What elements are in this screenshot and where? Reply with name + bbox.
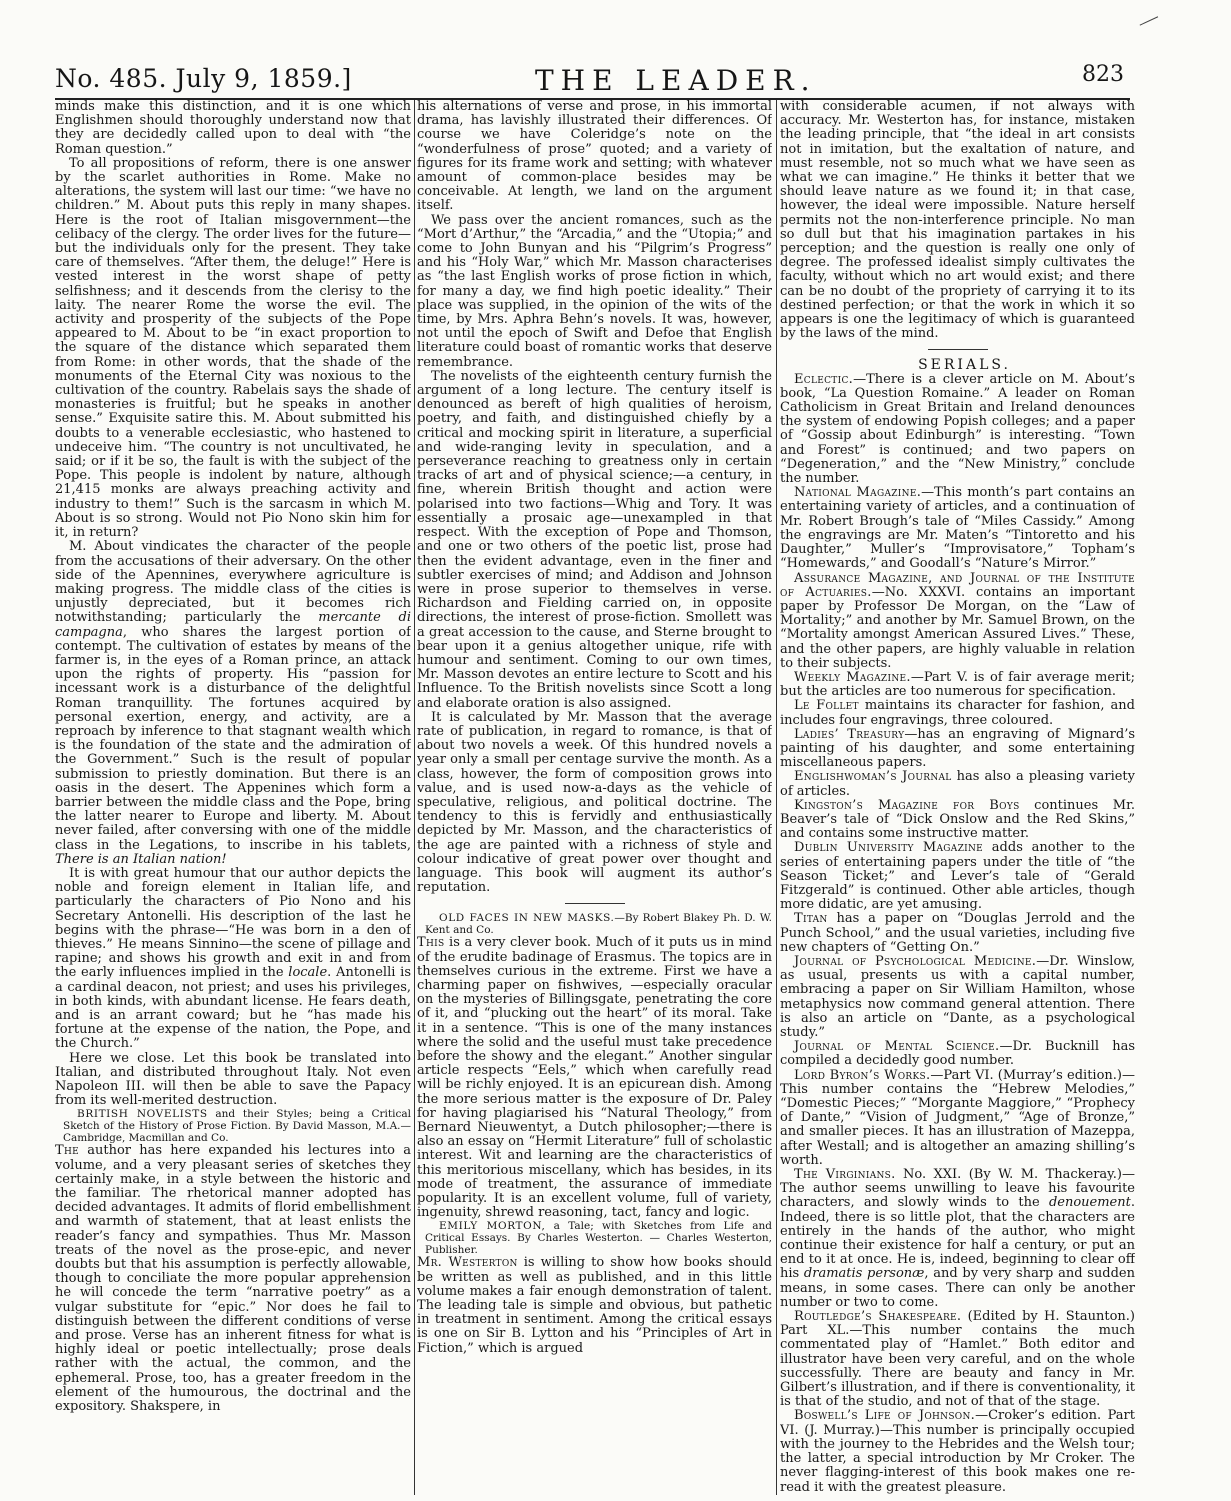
masthead-title: THE LEADER. <box>535 64 817 97</box>
review-heading: BRITISH NOVELISTS and their Styles; being a Critical Sketch of the History of Prose Fiction. By David Masson, M.A.—Cambridge, Macmillan and Co. <box>63 1108 411 1145</box>
section-rule <box>565 903 625 904</box>
serial-item: Le Follet maintains its character for fashion, and includes four engravings, three coloured. <box>780 698 1135 728</box>
paragraph: his alternations of verse and prose, in his immortal drama, has lavishly illustrated their differences. Of course we have Coleridge’s note on the “wonderfulness of prose” quoted; and a variety of figures for its frame work and setting; with whatever amount of common-place besides may be conceivable. At length, we land on the argument itself. <box>417 100 772 214</box>
serial-item: Titan has a paper on “Douglas Jerrold and the Punch School,” and the usual varieties, including five new chapters of “Getting On.” <box>780 911 1135 955</box>
serial-item: Assurance Magazine, and Journal of the Institute of Actuaries.—No. XXXVI. contains an important paper by Professor De Morgan, on the “Law of Mortality;” and another by Mr. Samuel Brown, on the “Mortality amongst American Assured Lives.” These, and the other papers, are highly valuable in relation to their subjects. <box>780 570 1135 671</box>
serial-item: Lord Byron’s Works.—Part VI. (Murray’s edition.)—This number contains the “Hebrew Melodies,” “Domestic Pieces;” “Morgante Maggiore,” “Prophecy of Dante,” “Vision of Judgment,” “Age of Bronze,” and smaller pieces. It has an illustration of Mazeppa, after Westall; and is altogether an amazing shilling’s worth. <box>780 1067 1135 1168</box>
serial-item: Kingston’s Magazine for Boys continues Mr. Beaver’s tale of “Dick Onslow and the Red Skins,” and contains some instructive matter. <box>780 797 1135 842</box>
paragraph: It is with great humour that our author depicts the noble and foreign element in Italian life, and particularly the characters of Pio Nono and his Secretary Antonelli. His description of the last he begins with the phrase—“He was born in a den of thieves.” He means Sinnino—the scene of pillage and rapine; and shows his growth and exit in and from the early influences implied in the locale. Antonelli is a cardinal deacon, not priest; and uses his privileges, in both kinds, with abundant license. He fears death, and is an arrant coward; but he “has made his fortune at the expense of the nation, the Pope, and the Church.” <box>55 865 411 1052</box>
paragraph: This is a very clever book. Much of it puts us in mind of the erudite badinage of Erasmus. The topics are in themselves curious in the extreme. First we have a charming paper on fishwives, —especially oracular on the mysteries of Billingsgate, penetrating the core of it, and “plucking out the heart” of its moral. Take it in a sentence. “This is one of the many instances where the solid and the useful must take precedence before the showy and the elegant.” Another singular article respects “Eels,” which when carefully read will be richly enjoyed. It is an epicurean dish. Among the more serious matter is the exposure of Dr. Paley for having plagiarised his “Natural Theology,” from Bernard Nieuwentyt, a Dutch philosopher;—there is also an essay on “Hermit Literature” full of scholastic interest. Wit and learning are the characteristics of this meritorious miscellany, which has besides, in its mode of treatment, the assurance of immediate popularity. It is an excellent volume, full of variety, ingenuity, shrewd reasoning, tact, fancy and logic. <box>417 935 772 1221</box>
page-header <box>55 58 1130 100</box>
paragraph: Mr. Westerton is willing to show how books should be written as well as published, and in this little volume makes a fair enough demonstration of talent. The leading tale is simple and obvious, but pathetic in treatment in sentiment. Among the critical essays is one on Sir B. Lytton and his “Principles of Art in Fiction,” which is argued <box>417 1255 772 1356</box>
paragraph: To all propositions of reform, there is one answer by the scarlet authorities in Rome. Make no alterations, the system will last our time: “we have no children.” M. About puts this reply in many shapes. Here is the root of Italian misgovernment—the celibacy of the clergy. The order lives for the future—but the individuals only for the present. They take care of themselves. “After them, the deluge!” Here is vested interest in the worst shape of petty selfishness; and it descends from the clerisy to the laity. The nearer Rome the worse the evil. The activity and prosperity of the subjects of the Pope appeared to M. About to be “in exact proportion to the square of the distance which separated them from Rome: in other words, that the shade of the monuments of the Eternal City was noxious to the cultivation of the country. Rabelais says the shade of monasteries is fruitful; but he speaks in another sense.” Exquisite satire this. M. About submitted his doubts to a venerable ecclesiastic, who hastened to undeceive him. “The country is not uncultivated, he said; or if it be so, the fault is with the subject of the Pope. This people is indolent by nature, although 21,415 monks are always preaching activity and industry to them!” Such is the sarcasm in which M. About is so strong. Would not Pio Nono skin him for it, in return? <box>55 155 411 541</box>
serial-item: Journal of Mental Science.—Dr. Bucknill has compiled a decidedly good number. <box>780 1039 1135 1069</box>
corner-flourish <box>1140 16 1163 34</box>
paragraph: Here we close. Let this book be translated into Italian, and distributed throughout Italy. Not even Napoleon III. will then be able to save the Papacy from its well-merited destruction. <box>55 1050 411 1109</box>
serial-item: Boswell’s Life of Johnson.—Croker’s edition. Part VI. (J. Murray.)—This number is principally occupied with the journey to the Hebrides and the Welsh tour; the latter, a special introduction by Mr Croker. The never flagging-interest of this book makes one re-read it with the greatest pleasure. <box>780 1408 1135 1495</box>
serial-item: Journal of Psychological Medicine.—Dr. Winslow, as usual, presents us with a capital number, embracing a paper on Sir William Hamilton, whose metaphysics now command general attention. There is also an article on “Dante, as a psychological study.” <box>780 953 1135 1040</box>
serial-item: The Virginians. No. XXI. (By W. M. Thackeray.)—The author seems unwilling to leave his favourite characters, and slowly winds to the denouement. Indeed, there is so little plot, that the characters are entirely in the hands of the author, who might continue their existence for half a century, or put an end to it at once. He is, indeed, beginning to clear off his dramatis personæ, and by very sharp and sudden means, in some cases. There can only be another number or two to come. <box>780 1167 1135 1310</box>
serial-item: Weekly Magazine.—Part V. is of fair average merit; but the articles are too numerous for specification. <box>780 669 1135 700</box>
column-1 <box>55 100 411 1495</box>
paragraph: The novelists of the eighteenth century furnish the argument of a long lecture. The century itself is denounced as bereft of high qualities of heroism, poetry, and faith, and distinguished chiefly by a critical and mocking spirit in literature, a superficial and wide-ranging levity in speculation, and a perseverance reaching to greatness only in certain tracks of art and of physical science;—a century, in fine, wherein British thought and action were polarised into two factions—Whig and Tory. It was essentially a prosaic age—unexampled in that respect. With the exception of Pope and Thomson, and one or two others of the poetic list, prose had then the evident advantage, even in the finer and subtler exercises of mind; and Addison and Johnson were in prose superior to themselves in verse. Richardson and Fielding carried on, in opposite directions, the interest of prose-fiction. Smollett was a great accession to the cause, and Sterne brought to bear upon it a genius altogether unique, rife with humour and sentiment. Coming to our own times, Mr. Masson devotes an entire lecture to Scott and his Influence. To the British novelists since Scott a long and elaborate oration is also assigned. <box>417 368 772 711</box>
review-heading: OLD FACES IN NEW MASKS.—By Robert Blakey Ph. D. W. Kent and Co. <box>425 912 772 937</box>
paragraph: It is calculated by Mr. Masson that the average rate of publication, in regard to romance, is that of about two novels a week. Of this hundred novels a year only a small per centage survive the month. As a class, however, the form of composition grows into value, and is used now-a-days as the vehicle of speculative, religious, and political doctrine. The tendency to this is fervidly and enthusiastically depicted by Mr. Masson, and the characteristics of the age are painted with a richness of style and colour indicative of great power over thought and language. This book will augment its author’s reputation. <box>417 709 772 896</box>
serial-item: Routledge’s Shakespeare. (Edited by H. Staunton.) Part XL.—This number contains the much commentated play of “Hamlet.” Both editor and illustrator have been very careful, and on the whole successfully. There are beauty and fancy in Mr. Gilbert’s illustration, and if there is conventionality, it is that of the studio, and not of that of the stage. <box>780 1309 1135 1410</box>
issue-date: No. 485. July 9, 1859.] <box>55 64 352 93</box>
paragraph: minds make this distinction, and it is one which Englishmen should thoroughly understand now that they are decidedly called upon to deal with “the Roman question.” <box>55 100 411 157</box>
serial-item: Ladies’ Treasury—has an engraving of Mignard’s painting of his daughter, and some entertaining miscellaneous papers. <box>780 726 1135 771</box>
column-2 <box>417 100 772 1495</box>
paragraph: with considerable acumen, if not always with accuracy. Mr. Westerton has, for instance, mistaken the leading principle, that “the ideal in art consists not in imitation, but the exaltation of nature, and must resemble, not so much what we have seen as what we can imagine.” He thinks it better that we should leave nature as we found it; in that case, however, the ideal were impossible. Nature herself permits not the non-interference principle. No man so dull but that his imagination partakes in his perception; and the question is really one only of degree. The professed idealist simply cultivates the faculty, without which no art would exist; and there can be no doubt of the propriety of carrying it to its destined perfection; or that the work in which it so appears is one the legitimacy of which is guaranteed by the laws of the mind. <box>780 100 1135 342</box>
serial-item: Dublin University Magazine adds another to the series of entertaining papers under the title of “the Season Ticket;” and Lever’s tale of “Gerald Fitzgerald” is continued. Other able articles, though more didatic, are yet amusing. <box>780 840 1135 913</box>
column-rule <box>414 100 415 1495</box>
paragraph: We pass over the ancient romances, such as the “Mort d’Arthur,” the “Arcadia,” and the “Utopia;” and come to John Bunyan and his “Pilgrim’s Progress” and his “Holy War,” which Mr. Masson characterises as “the last English works of prose fiction in which, for many a day, we find high poetic ideality.” Their place was supplied, in the opinion of the wits of the time, by Mrs. Aphra Behn’s novels. It was, however, not until the epoch of Swift and Defoe that English literature could boast of romantic works that deserve remembrance. <box>417 212 772 370</box>
column-rule <box>776 100 777 1495</box>
paragraph: M. About vindicates the character of the people from the accusations of their adversary. On the other side of the Apennines, everywhere agriculture is making progress. The middle class of the cities is unjustly depreciated, but it becomes rich notwithstanding; particularly the mercante di campagna, who shares the largest portion of contempt. The cultivation of estates by means of the farmer is, in the eyes of a Roman prince, an attack upon the rights of property. His “passion for incessant work is a disturbance of the delightful Roman tranquillity. The fortunes acquired by personal exertion, energy, and activity, are a reproach by inference to that stagnant wealth which is the foundation of the state and the admiration of the Government.” Such is the result of popular submission to priestly domination. But there is an oasis in the desert. The Appenines which form a barrier between the middle class and the Pope, bring the latter nearer to Europe and liberty. M. About never failed, after conversing with one of the middle class in the Legations, to inscribe in his tablets, There is an Italian nation! <box>55 539 411 867</box>
page-number: 823 <box>1082 62 1124 87</box>
paragraph: The author has here expanded his lectures into a volume, and a very pleasant series of sketches they certainly make, in a style between the historic and the familiar. The rhetorical manner adopted has decided advantages. It admits of florid embellishment and warmth of statement, that at least enlists the reader’s fancy and sympathies. Thus Mr. Masson treats of the novel as the prose-epic, and never doubts but that his assumption is perfectly allowable, though to conciliate the more popular apprehension he will concede the term “narrative poetry” as a vulgar substitute for “epic.” Nor does he fail to distinguish between the different conditions of verse and prose. Verse has an inherent fitness for what is highly ideal or poetic intellectually; prose deals rather with the actual, the common, and the ephemeral. Prose, too, has a greater freedom in the element of the humourous, the doctrinal and the expository. Shakspere, in <box>55 1143 411 1415</box>
column-3 <box>780 100 1135 1495</box>
serial-item: Englishwoman’s Journal has also a pleasing variety of articles. <box>780 769 1135 799</box>
review-heading: EMILY MORTON, a Tale; with Sketches from Life and Critical Essays. By Charles Westerton. — Charles Westerton, Publisher. <box>425 1220 772 1257</box>
section-rule <box>928 349 988 350</box>
serial-item: Eclectic.—There is a clever article on M. About’s book, “La Question Romaine.” A leader on Roman Catholicism in Great Britain and Ireland denounces the system of endowing Popish colleges; and a paper of “Gossip about Edinburgh” is interesting. “Town and Forest” is continued; and two papers on “Degeneration,” and the “New Ministry,” conclude the number. <box>780 371 1135 487</box>
serials-heading: SERIALS. <box>918 357 1011 374</box>
serial-item: National Magazine.—This month’s part contains an entertaining variety of articles, and a continuation of Mr. Robert Brough’s tale of “Miles Cassidy.” Among the engravings are Mr. Maten’s “Tintoretto and his Daughter,” Muller’s “Improvisatore,” Topham’s “Homewards,” and Goodall’s “Nature’s Mirror.” <box>780 485 1135 572</box>
